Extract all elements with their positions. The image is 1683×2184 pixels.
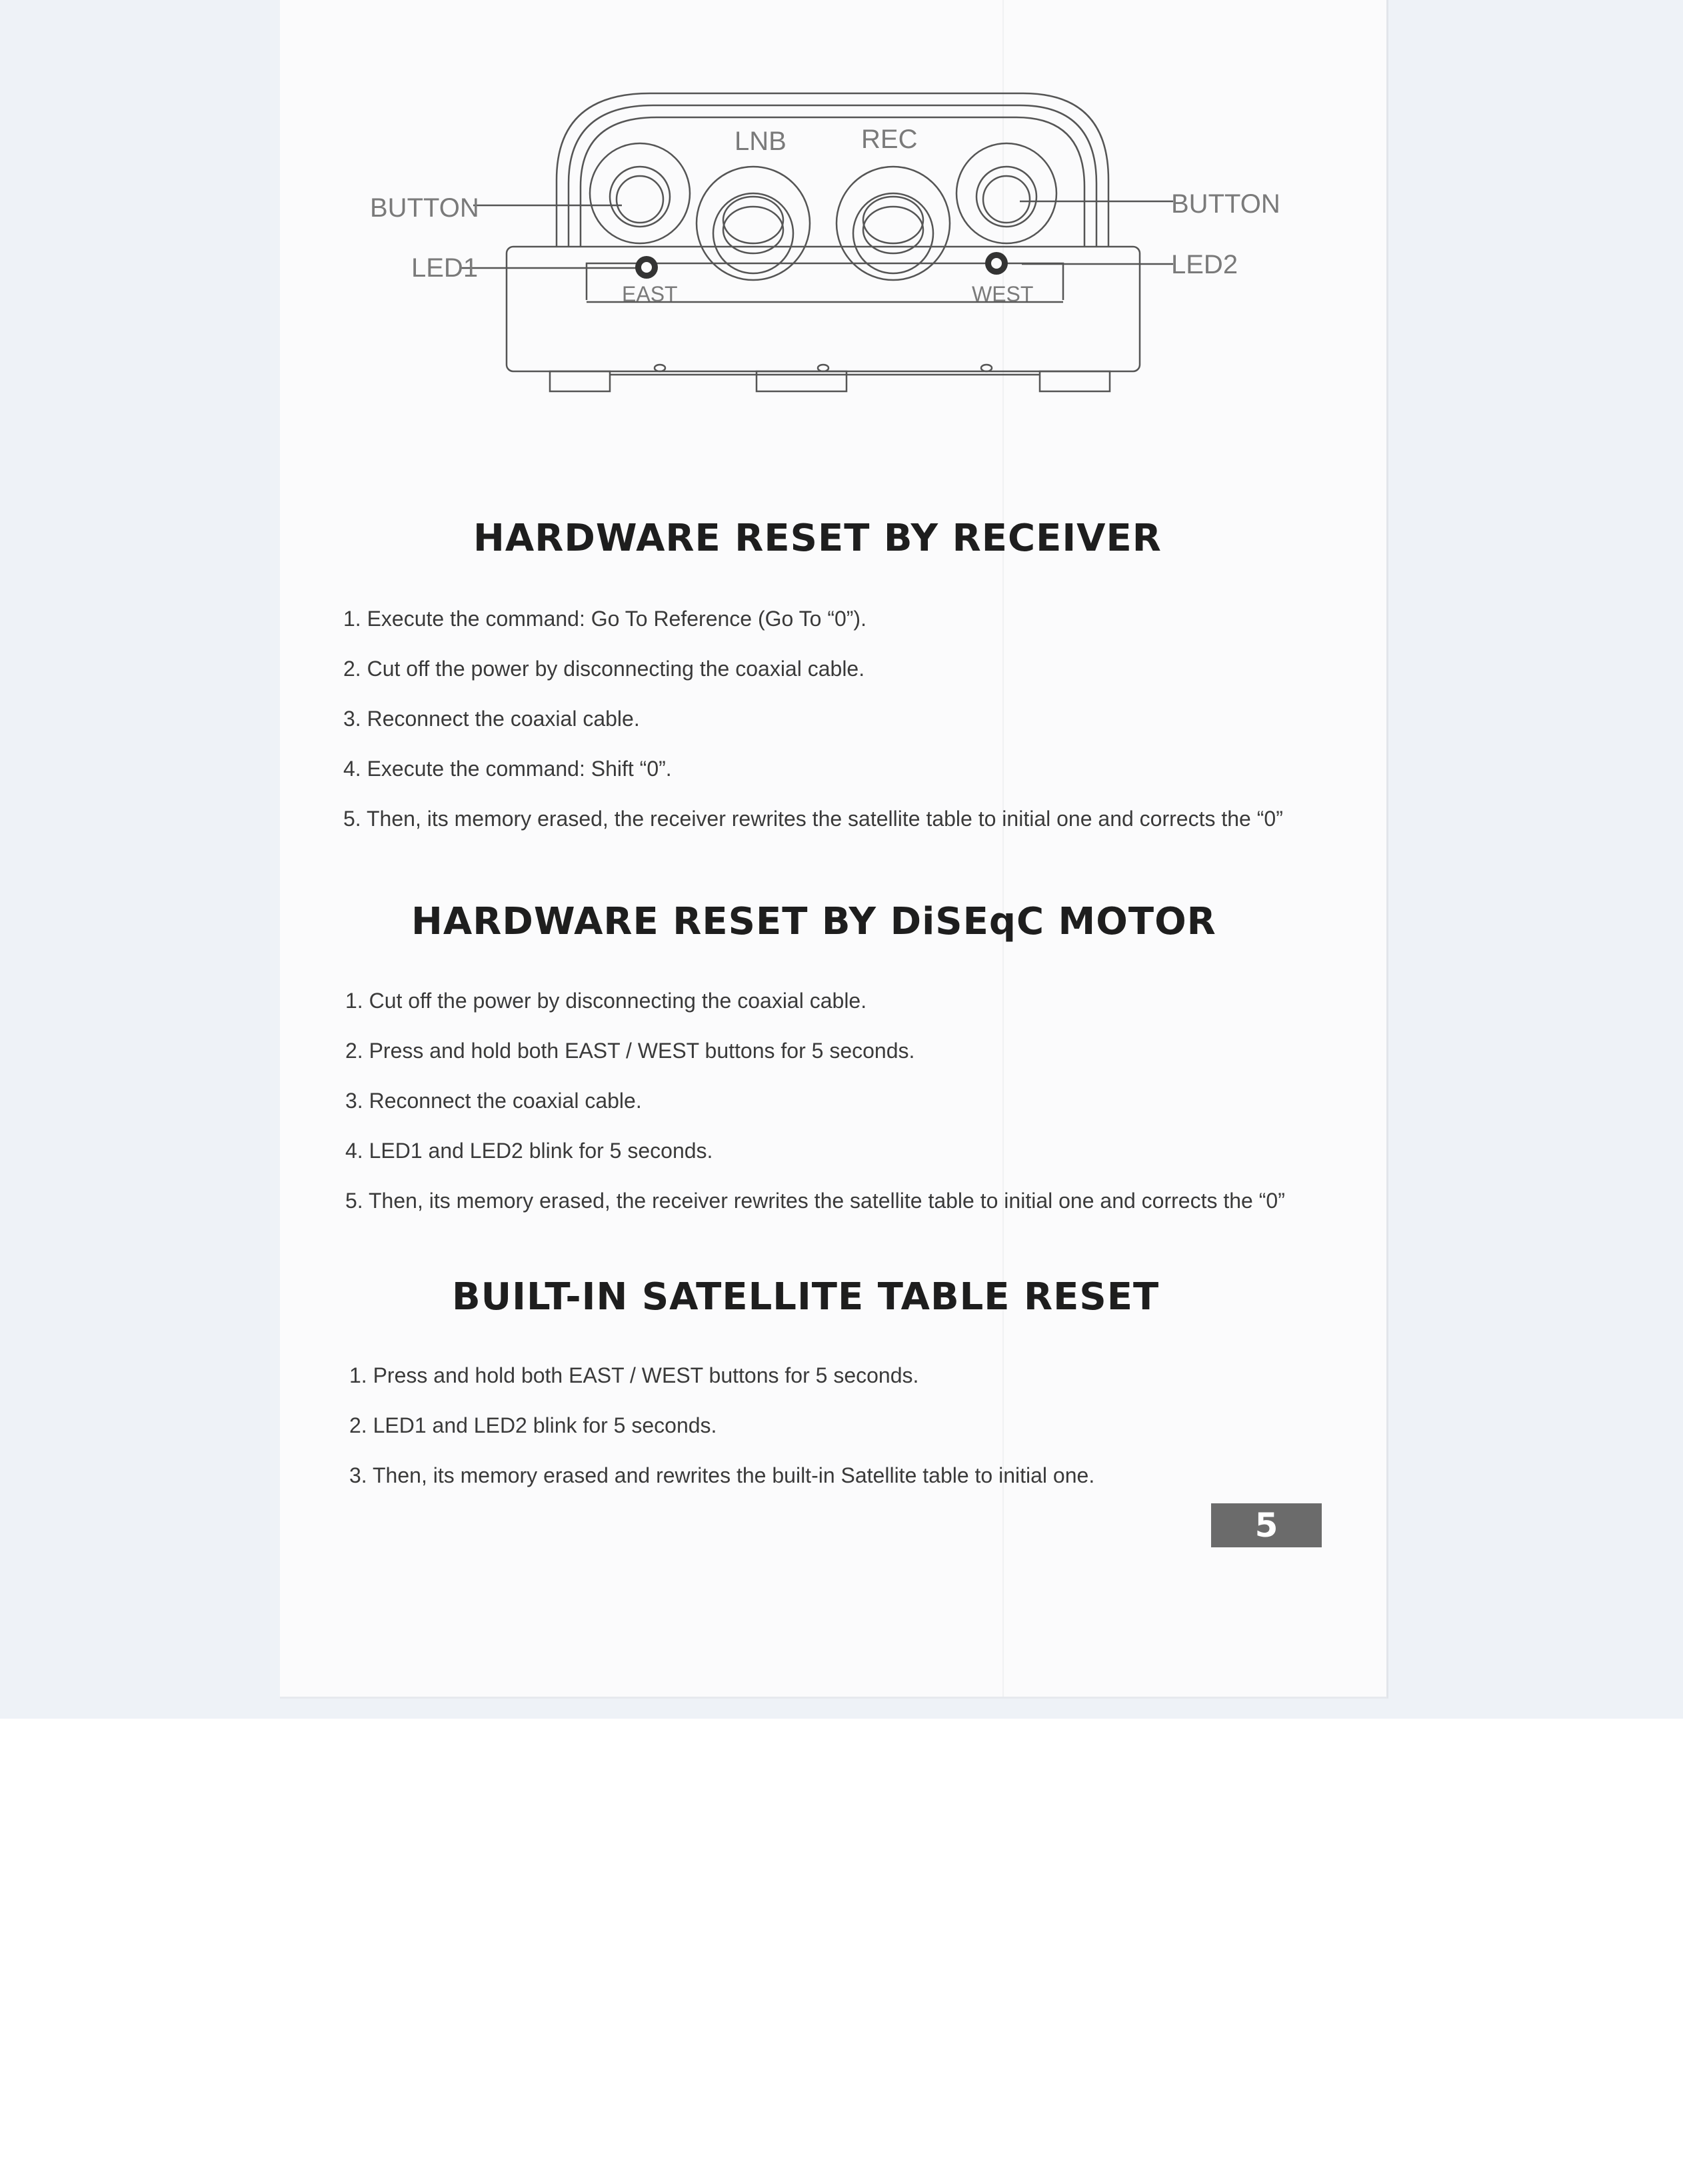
section-title-receiver-reset: HARDWARE RESET BY RECEIVER	[473, 517, 1162, 560]
section-title-diseqc-reset: HARDWARE RESET BY DiSEqC MOTOR	[411, 900, 1216, 943]
list-item: 2. Cut off the power by disconnecting the coaxial cable.	[343, 657, 865, 681]
motor-device-diagram	[357, 83, 1316, 403]
led1-label: LED1	[411, 253, 479, 283]
list-item: 5. Then, its memory erased, the receiver rewrites the satellite table to initial one and corrects the “0”	[345, 1189, 1285, 1213]
list-item: 3. Reconnect the coaxial cable.	[343, 707, 640, 731]
list-item: 4. LED1 and LED2 blink for 5 seconds.	[345, 1139, 713, 1163]
button-right-label: BUTTON	[1171, 189, 1280, 219]
led1-indicator	[635, 256, 658, 279]
device-body	[507, 247, 1140, 371]
east-label: EAST	[622, 282, 678, 306]
list-item: 4. Execute the command: Shift “0”.	[343, 757, 672, 781]
list-item: 1. Execute the command: Go To Reference (Go To “0”).	[343, 607, 866, 631]
list-item: 1. Press and hold both EAST / WEST buttons for 5 seconds.	[349, 1363, 919, 1387]
led2-label: LED2	[1171, 250, 1238, 279]
list-item: 3. Then, its memory erased and rewrites the built-in Satellite table to initial one.	[349, 1463, 1095, 1487]
satellite-table-reset-steps	[349, 1362, 1094, 1512]
device-foot	[550, 371, 610, 391]
list-item: 3. Reconnect the coaxial cable.	[345, 1089, 642, 1113]
list-item: 2. Press and hold both EAST / WEST buttons for 5 seconds.	[345, 1039, 915, 1063]
lnb-label: LNB	[735, 127, 787, 156]
west-label: WEST	[972, 282, 1034, 306]
east-button	[590, 143, 690, 243]
device-housing	[557, 93, 1108, 247]
list-item: 5. Then, its memory erased, the receiver rewrites the satellite table to initial one and corrects the “0”	[343, 807, 1283, 831]
list-item: 1. Cut off the power by disconnecting the coaxial cable.	[345, 989, 867, 1013]
page-number: 5	[1211, 1503, 1322, 1547]
diseqc-reset-steps	[345, 987, 1285, 1237]
list-item: 2. LED1 and LED2 blink for 5 seconds.	[349, 1413, 717, 1437]
rec-label: REC	[861, 125, 918, 154]
west-button	[956, 143, 1056, 243]
button-left-label: BUTTON	[370, 193, 479, 223]
section-title-satellite-table-reset: BUILT-IN SATELLITE TABLE RESET	[452, 1275, 1160, 1319]
receiver-reset-steps	[343, 605, 1283, 855]
led2-indicator	[985, 252, 1008, 275]
device-foot	[1040, 371, 1110, 391]
